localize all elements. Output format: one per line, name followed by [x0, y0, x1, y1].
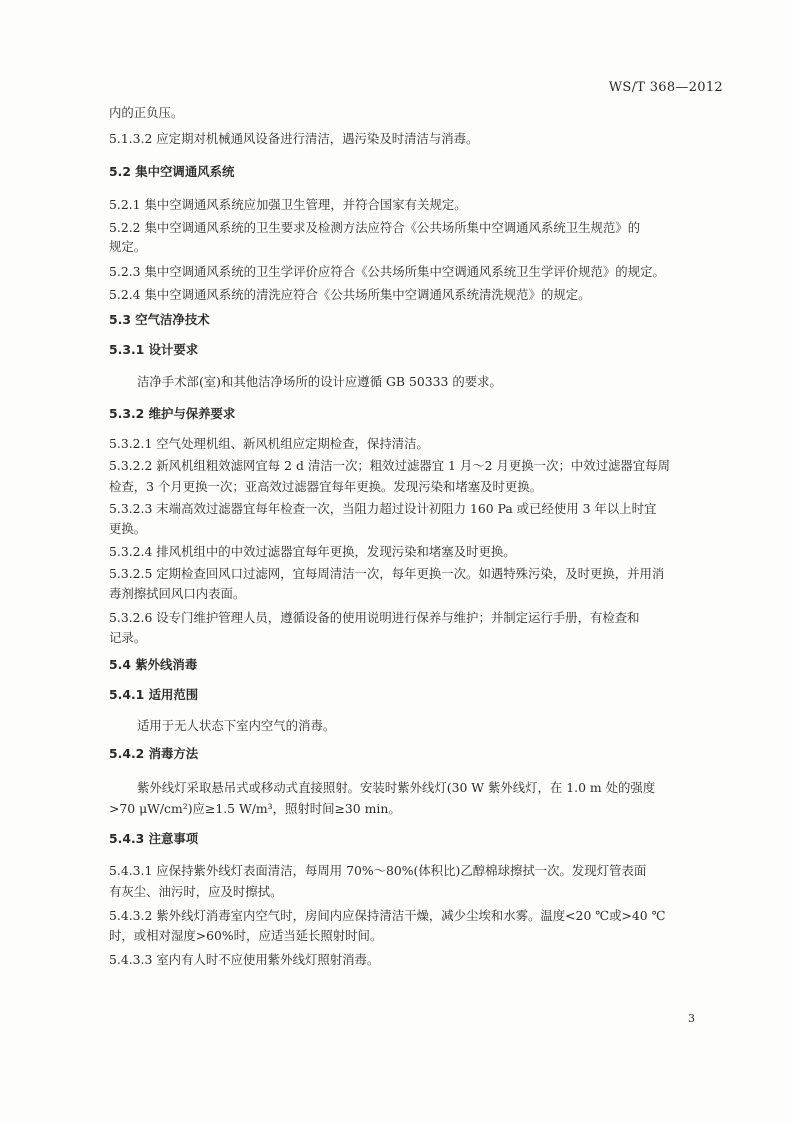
page-number: 3 — [688, 1012, 695, 1025]
text-line: 5.3.2.1 空气处理机组、新风机组应定期检查，保持清洁。 — [109, 436, 429, 451]
text-line: 5.2.3 集中空调通风系统的卫生学评价应符合《公共场所集中空调通风系统卫生学评价规范》的规定。 — [109, 264, 665, 279]
subsection-heading: 5.4.3 注意事项 — [109, 831, 199, 846]
text-line: 时，或相对湿度>60%时，应适当延长照射时间。 — [109, 928, 383, 943]
subsection-heading: 5.3.2 维护与保养要求 — [109, 406, 236, 421]
text-line: 5.3.2.4 排风机组中的中效过滤器宜每年更换，发现污染和堵塞及时更换。 — [109, 544, 516, 559]
text-line: 5.4.3.2 紫外线灯消毒室内空气时，房间内应保持清洁干燥，减少尘埃和水雾。温度<20 ℃或>40 ℃ — [109, 908, 666, 923]
subsection-heading: 5.3.1 设计要求 — [109, 342, 199, 357]
subsection-heading: 5.4.2 消毒方法 — [109, 746, 199, 761]
text-line: 有灰尘、油污时，应及时擦拭。 — [109, 884, 283, 899]
text-line: 内的正负压。 — [109, 105, 184, 120]
text-line: 更换。 — [109, 521, 147, 536]
standard-code: WS/T 368—2012 — [608, 80, 723, 95]
text-line: 洁净手术部(室)和其他洁净场所的设计应遵循 GB 50333 的要求。 — [137, 374, 502, 389]
text-line: 5.2.2 集中空调通风系统的卫生要求及检测方法应符合《公共场所集中空调通风系统卫生规范》的 — [109, 220, 641, 235]
section-heading: 5.4 紫外线消毒 — [109, 657, 198, 672]
text-line: 适用于无人状态下室内空气的消毒。 — [137, 718, 336, 733]
text-line: 5.4.3.1 应保持紫外线灯表面清洁，每周用 70%～80%(体积比)乙醇棉球擦拭一次。发现灯管表面 — [109, 863, 647, 878]
text-line: 毒剂擦拭回风口内表面。 — [109, 586, 246, 601]
section-heading: 5.2 集中空调通风系统 — [109, 164, 235, 179]
text-line: 紫外线灯采取悬吊式或移动式直接照射。安装时紫外线灯(30 W 紫外线灯，在 1.0 m 处的强度 — [137, 780, 656, 795]
text-line: 5.2.1 集中空调通风系统应加强卫生管理，并符合国家有关规定。 — [109, 197, 467, 212]
text-line: 5.3.2.5 定期检查回风口过滤网，宜每周清洁一次，每年更换一次。如遇特殊污染，及时更换，并用消 — [109, 566, 665, 581]
text-line: 记录。 — [109, 630, 147, 645]
text-line: 5.3.2.3 末端高效过滤器宜每年检查一次，当阻力超过设计初阻力 160 Pa 或已经使用 3 年以上时宜 — [109, 501, 657, 516]
section-heading: 5.3 空气洁净技术 — [109, 312, 210, 327]
text-line: 5.1.3.2 应定期对机械通风设备进行清洁，遇污染及时清洁与消毒。 — [109, 131, 479, 146]
text-line: 5.3.2.2 新风机组粗效滤网宜每 2 d 清洁一次；粗效过滤器宜 1 月～2 月更换一次；中效过滤器宜每周 — [109, 458, 670, 473]
text-line: 5.4.3.3 室内有人时不应使用紫外线灯照射消毒。 — [109, 952, 380, 967]
text-line: >70 μW/cm²)应≥1.5 W/m³，照射时间≥30 min。 — [109, 801, 401, 816]
text-line: 5.2.4 集中空调通风系统的清洗应符合《公共场所集中空调通风系统清洗规范》的规定。 — [109, 287, 591, 302]
subsection-heading: 5.4.1 适用范围 — [109, 687, 199, 702]
text-line: 5.3.2.6 设专门维护管理人员，遵循设备的使用说明进行保养与维护；并制定运行手册，有检查和 — [109, 610, 640, 625]
text-line: 规定。 — [109, 239, 147, 254]
text-line: 检查，3 个月更换一次；亚高效过滤器宜每年更换。发现污染和堵塞及时更换。 — [109, 479, 543, 494]
